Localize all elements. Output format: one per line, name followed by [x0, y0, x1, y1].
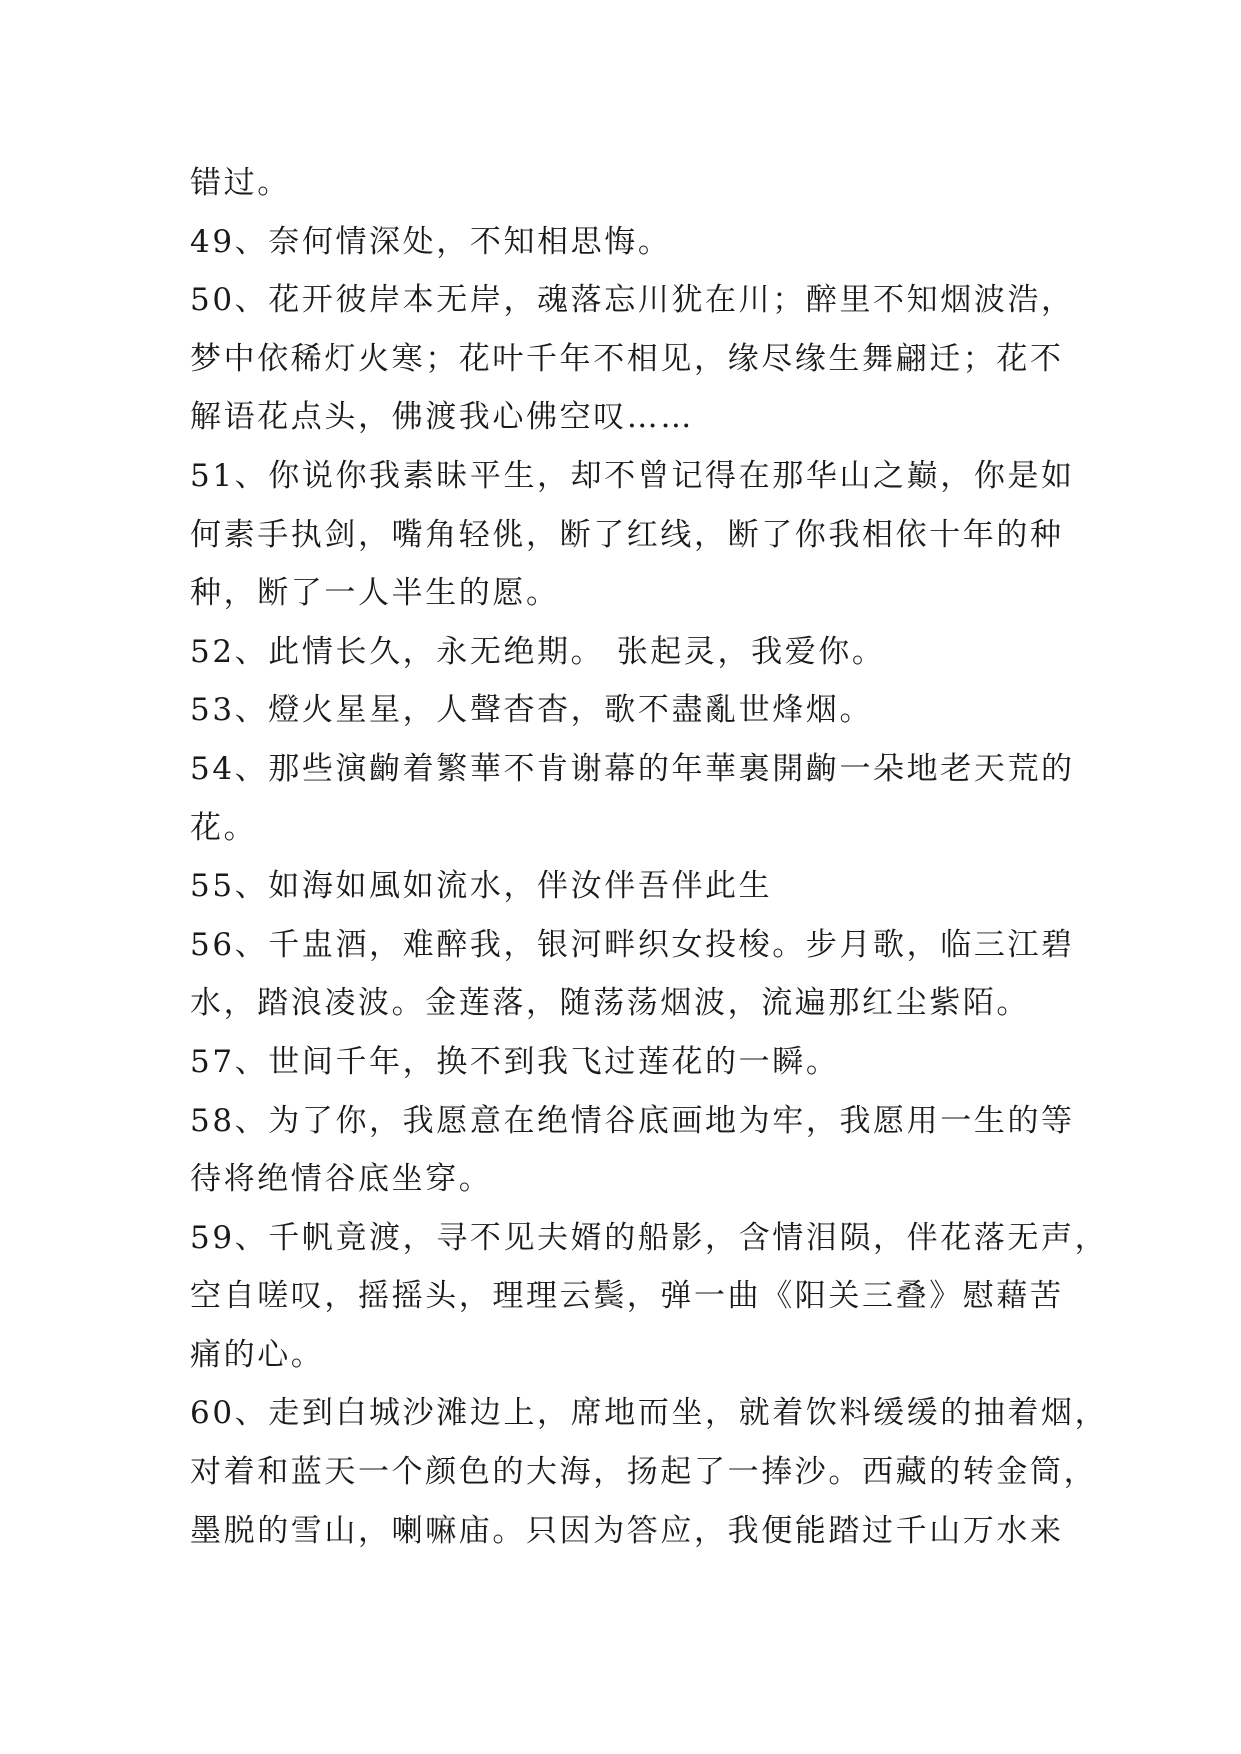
text-line: 54、那些演齣着繁華不肯谢幕的年華裏開齣一朵地老天荒的	[190, 750, 1075, 787]
text-line: 55、如海如風如流水，伴汝伴吾伴此生	[190, 868, 773, 905]
text-line: 49、奈何情深处，不知相思悔。	[190, 223, 672, 260]
text-line: 52、此情长久，永无绝期。 张起灵，我爱你。	[190, 633, 886, 670]
text-line: 50、花开彼岸本无岸，魂落忘川犹在川；醉里不知烟波浩，	[190, 282, 1075, 319]
text-line: 对着和蓝天一个颜色的大海，扬起了一捧沙。西藏的转金筒，	[190, 1454, 1098, 1491]
text-line: 错过。	[190, 165, 291, 201]
text-line: 种，断了一人半生的愿。	[190, 575, 560, 612]
text-line: 53、燈火星星，人聲杳杳，歌不盡亂世烽烟。	[190, 692, 874, 729]
text-line: 痛的心。	[190, 1336, 325, 1373]
document-body	[190, 154, 1109, 1560]
text-line: 待将绝情谷底坐穿。	[190, 1161, 493, 1198]
text-line: 57、世间千年，换不到我飞过莲花的一瞬。	[190, 1043, 840, 1080]
text-line: 解语花点头，佛渡我心佛空叹……	[190, 399, 694, 436]
text-line: 51、你说你我素昧平生，却不曾记得在那华山之巅，你是如	[190, 457, 1075, 494]
text-line: 58、为了你，我愿意在绝情谷底画地为牢，我愿用一生的等	[190, 1102, 1075, 1139]
text-line: 何素手执剑，嘴角轻佻，断了红线，断了你我相依十年的种	[190, 516, 1064, 553]
text-line: 56、千盅酒，难醉我，银河畔织女投梭。步月歌，临三江碧	[190, 926, 1075, 963]
text-line: 墨脱的雪山，喇嘛庙。只因为答应，我便能踏过千山万水来	[190, 1512, 1064, 1549]
text-line: 梦中依稀灯火寒；花叶千年不相见，缘尽缘生舞翩迁；花不	[190, 340, 1064, 377]
text-line: 59、千帆竟渡，寻不见夫婿的船影，含情泪陨，伴花落无声，	[190, 1219, 1109, 1256]
text-line: 60、走到白城沙滩边上，席地而坐，就着饮料缓缓的抽着烟，	[190, 1395, 1109, 1432]
text-line: 空自嗟叹，摇摇头，理理云鬓，弹一曲《阳关三叠》慰藉苦	[190, 1278, 1064, 1315]
text-line: 花。	[190, 809, 258, 846]
text-line: 水，踏浪凌波。金莲落，随荡荡烟波，流遍那红尘紫陌。	[190, 985, 1030, 1022]
